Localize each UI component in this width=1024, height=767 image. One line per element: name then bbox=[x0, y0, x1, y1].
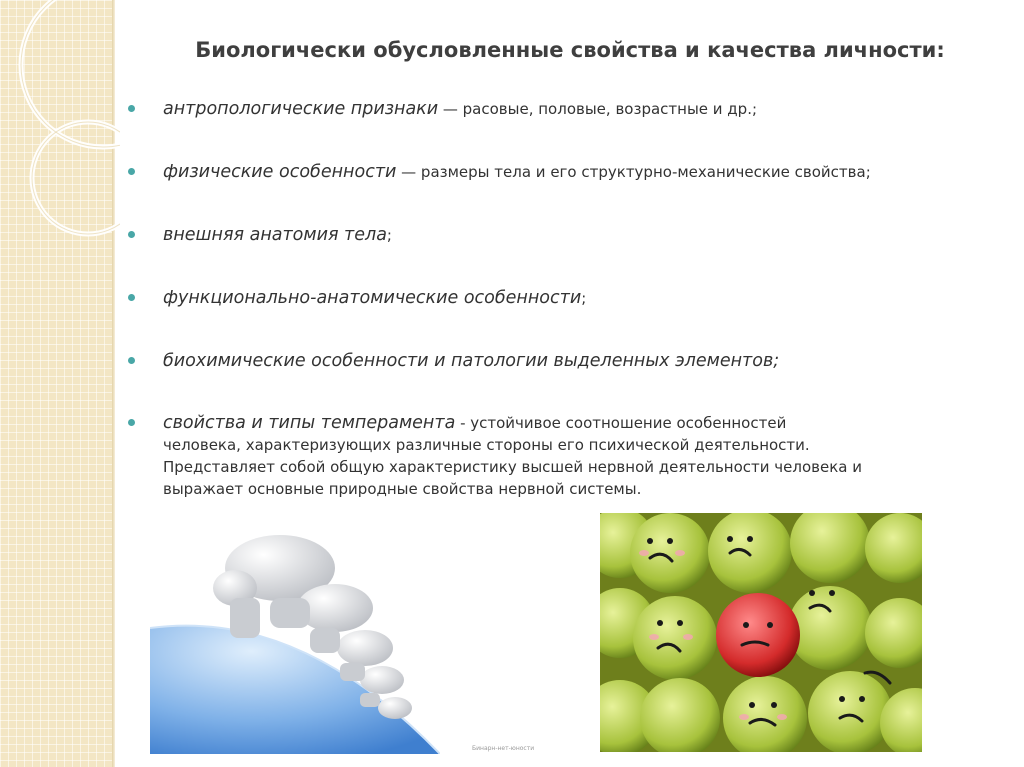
bullet-desc: - устойчивое соотношение особенностей bbox=[455, 414, 787, 432]
image-caption: Бинарн-нет-юности bbox=[472, 745, 535, 752]
bullet-first-line bbox=[163, 412, 983, 434]
apples-photo-illustration bbox=[600, 513, 922, 752]
bullet-dot-icon bbox=[128, 419, 135, 426]
bullet-text bbox=[163, 412, 983, 500]
bullet-dot-icon bbox=[128, 168, 135, 175]
bullet-text bbox=[163, 287, 983, 309]
bullet-dot-icon bbox=[128, 231, 135, 238]
bullet-dot-icon bbox=[128, 105, 135, 112]
people-on-globe-illustration bbox=[150, 528, 440, 754]
bullet-dot-icon bbox=[128, 294, 135, 301]
bullet-dot-icon bbox=[128, 357, 135, 364]
bullet-desc: ; bbox=[581, 289, 587, 307]
bullet-text bbox=[163, 161, 983, 183]
bullet-text bbox=[163, 98, 983, 120]
bullet-desc: — расовые, половые, возрастные и др.; bbox=[438, 100, 758, 118]
bullet-term: свойства и типы темперамента bbox=[163, 413, 456, 433]
bullet-term: биохимические особенности и патологии выделенных элементов; bbox=[163, 351, 780, 371]
bullet-term: функционально-анатомические особенности bbox=[163, 288, 582, 308]
bullet-continuation-line: выражает основные природные свойства нервной системы. bbox=[163, 480, 642, 498]
bullet-continuation-line: Представляет собой общую характеристику высшей нервной деятельности человека и bbox=[163, 458, 862, 476]
bullet-text bbox=[163, 224, 983, 246]
bullet-text bbox=[163, 350, 983, 372]
bullet-term: антропологические признаки bbox=[163, 99, 439, 119]
slide-title: Биологически обусловленные свойства и качества личности: bbox=[195, 38, 945, 62]
bullet-desc: — размеры тела и его структурно-механические свойства; bbox=[396, 163, 871, 181]
ring-ornament-icon bbox=[0, 0, 120, 260]
bullet-continuation-line: человека, характеризующих различные стороны его психической деятельности. bbox=[163, 436, 810, 454]
bullet-term: физические особенности bbox=[163, 162, 397, 182]
bullet-desc: ; bbox=[386, 226, 392, 244]
bullet-term: внешняя анатомия тела bbox=[163, 225, 387, 245]
